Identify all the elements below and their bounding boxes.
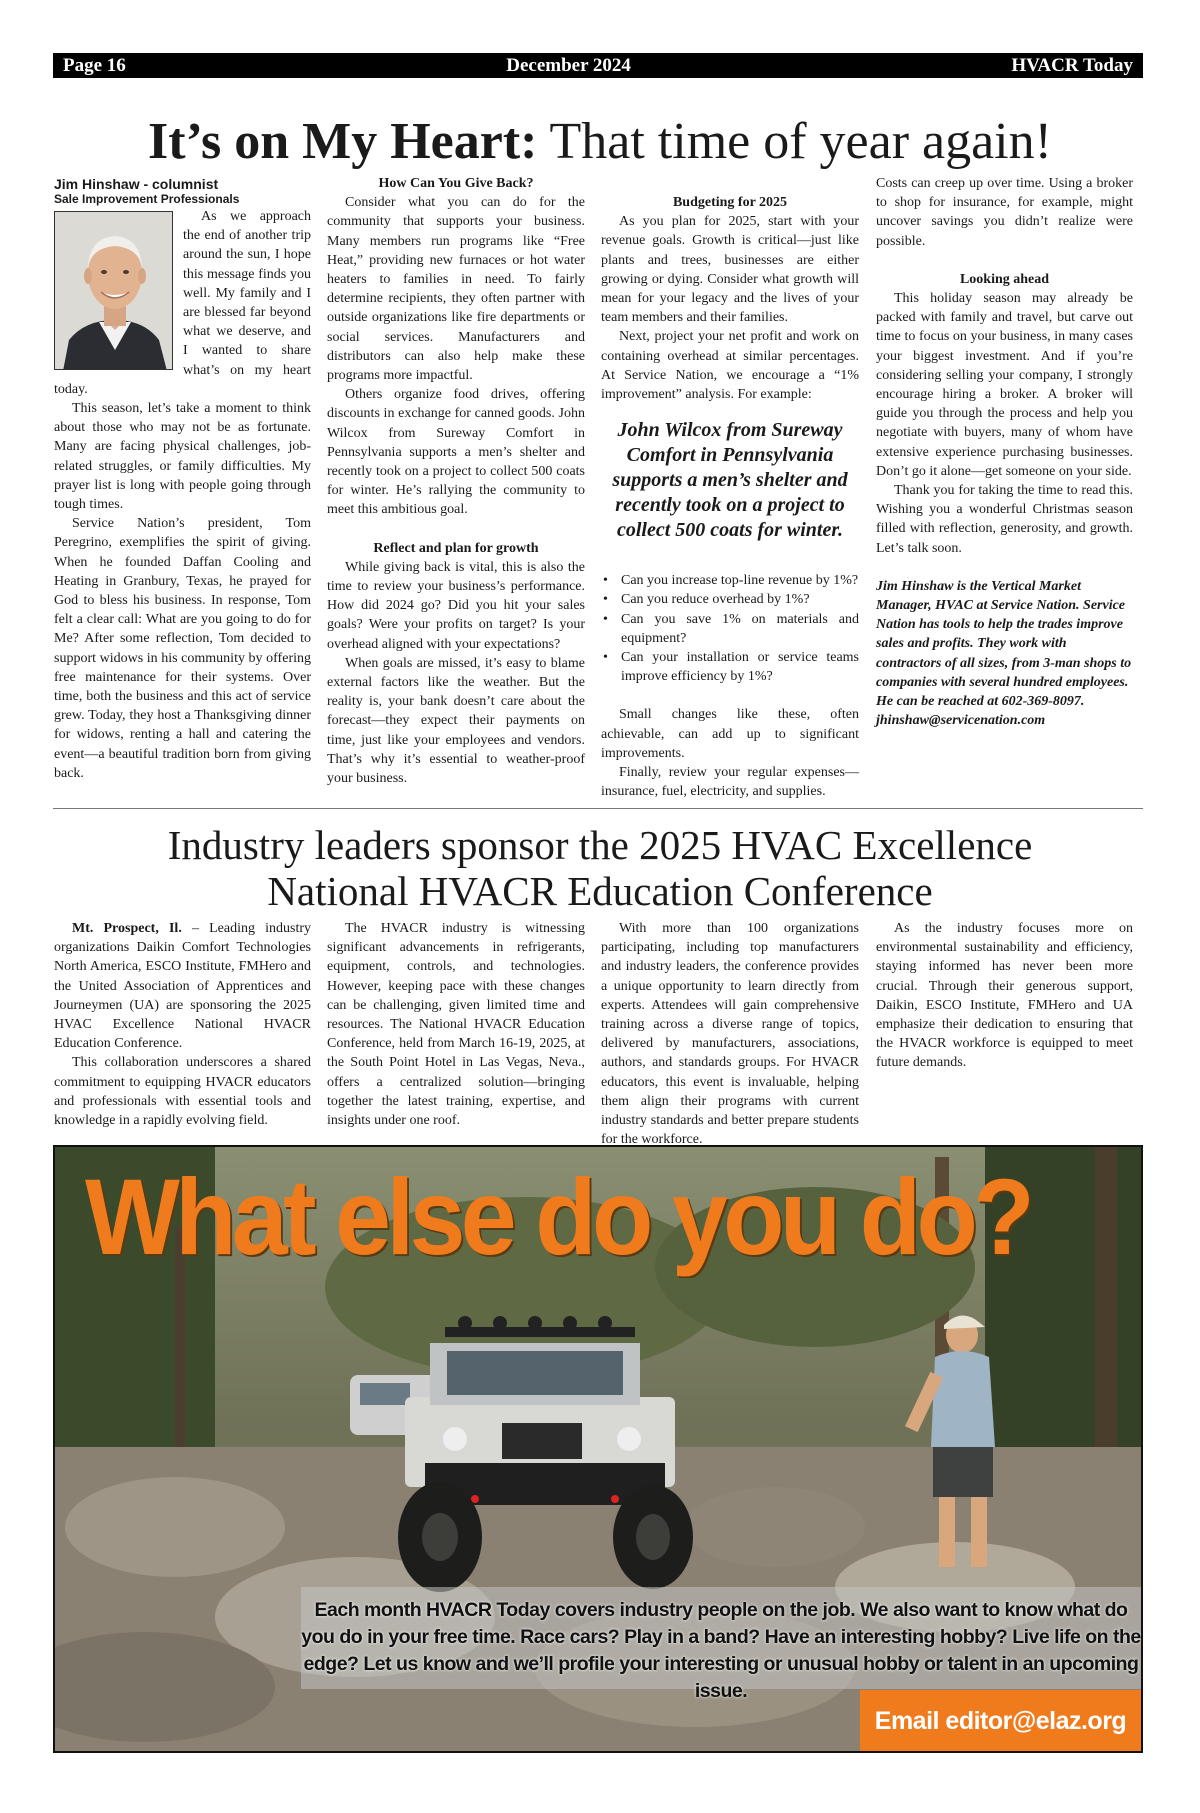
section-heading: Budgeting for 2025: [672, 195, 788, 210]
paragraph: This holiday season may already be packed with family and travel, but carve out time to focus on your business, in many cases your biggest investment. And if you’re considering selling your company, I strongly encourage hiring a broker. A broker will guide you through the process and help you negotiate with buyers, many of whom have extensive experience purchasing businesses. Don’t go it alone—get someone on your side.: [876, 291, 1133, 479]
paragraph: When goals are missed, it’s easy to blame external factors like the weather. But the reality is, your bank doesn’t care about the forecast—they expect their payments on time, just like your employees and vendors. That’s why it’s essential to weather-proof your business.: [327, 655, 585, 787]
paragraph: As you plan for 2025, start with your revenue goals. Growth is critical—just like plants and trees, businesses are either growing or dying. Consider what growth will mean for your legacy and the lives of your team members and their families.: [601, 214, 859, 326]
list-item: • Can you reduce overhead by 1%?: [601, 590, 859, 609]
article2-column-3: [601, 919, 859, 1149]
paragraph: Consider what you can do for the community that supports your business. Many members run programs like “Free Heat,” providing new furnaces or hot water heaters to families in need. To fairly determine recipients, they often partner with outside organizations like fire departments or social services. Manufacturers and distributors can also help make these programs more impactful.: [327, 195, 585, 384]
email-contact-link[interactable]: Email editor@elaz.org: [860, 1690, 1141, 1752]
article2-title: [0, 822, 1200, 914]
issue-date: December 2024: [506, 54, 631, 76]
author-photo: [54, 211, 173, 370]
page-number: Page 16: [63, 54, 126, 76]
article2-column-1: [54, 919, 311, 1130]
byline-name: Jim Hinshaw - columnist: [54, 176, 219, 192]
hobby-advertisement: [53, 1145, 1143, 1753]
paragraph: Others organize food drives, offering discounts in exchange for canned goods. John Wilcox from Sureway Comfort in Pennsylvania supports a men’s shelter and recently took on a project to collect 500 coats for winter. He’s rallying the community to meet this ambitious goal.: [327, 387, 585, 518]
paragraph: Thank you for taking the time to read this. Wishing you a wonderful Christmas season filled with reflection, generosity, and growth. Let’s talk soon.: [876, 483, 1133, 556]
dateline: Mt. Prospect, Il.: [72, 921, 182, 936]
author-bio: Jim Hinshaw is the Vertical Market Manager, HVAC at Service Nation. Service Nation has tools to help the trades improve sales and profits. They work with contractors of all sizes, from 3-man shops to companies with several hundred employees. He can be reached at 602-369-8097. jhinshaw@servicenation.com: [876, 578, 1132, 729]
publication-name: HVACR Today: [1011, 54, 1133, 76]
pull-quote: John Wilcox from Sureway Comfort in Pennsylvania supports a men’s shelter and recently took on a project to collect 500 coats for winter.: [612, 419, 848, 542]
article2-title-line2: National HVACR Education Conference: [267, 868, 933, 914]
ad-headline: What else do you do?: [85, 1156, 1030, 1277]
article-title-rest: That time of year again!: [537, 113, 1052, 170]
byline-org: Sale Improvement Professionals: [54, 192, 240, 206]
paragraph: While giving back is vital, this is also the time to review your business’s performance. How did 2024 go? Did you hit your sales goals? Were your profits on target? Is your overhead aligned with your expectations?: [327, 559, 585, 652]
section-heading: How Can You Give Back?: [378, 176, 534, 191]
article2-column-2: [327, 919, 585, 1130]
author-portrait-image: [55, 212, 173, 370]
section-heading: Looking ahead: [959, 271, 1050, 287]
section-heading: Reflect and plan for growth: [373, 540, 539, 556]
list-item: • Can you save 1% on materials and equipment?: [601, 610, 859, 648]
article1-column-2: [327, 174, 585, 788]
article1-column-3: [601, 193, 859, 801]
paragraph: Costs can creep up over time. Using a broker to shop for insurance, for example, might uncover savings you didn’t realize were possible.: [876, 176, 1133, 249]
paragraph: The HVACR industry is witnessing significant advancements in refrigerants, equipment, controls, and technologies. However, keeping pace with these changes can be challenging, given limited time and resources. The National HVACR Education Conference, held from March 16-19, 2025, at the South Point Hotel in Las Vegas, Neva., offers a centralized solution—bringing together the latest training, expertise, and insights under one roof.: [327, 921, 585, 1129]
section-divider: [53, 808, 1143, 809]
list-item: • Can you increase top-line revenue by 1%?: [601, 571, 859, 590]
paragraph: Small changes like these, often achievable, can add up to significant improvements.: [601, 707, 859, 761]
paragraph: Next, project your net profit and work on containing overhead at similar percentages. At Service Nation, we encourage a “1% improvement” analysis. For example:: [601, 329, 859, 403]
page-header-bar: [53, 53, 1143, 78]
article2-column-4: [876, 919, 1133, 1073]
article-title: [0, 112, 1200, 172]
paragraph: As the industry focuses more on environmental sustainability and efficiency, staying informed has never been more crucial. Through their generous support, Daikin, ESCO Institute, FMHero and UA emphasize their dedication to ensuring that the HVACR workforce is equipped to meet future demands.: [876, 921, 1133, 1071]
improvement-list: [601, 571, 859, 686]
list-item: • Can your installation or service teams improve efficiency by 1%?: [601, 648, 859, 686]
paragraph: Finally, review your regular expenses—insurance, fuel, electricity, and supplies.: [601, 765, 859, 800]
article1-column-1: [54, 176, 311, 783]
article2-title-line1: Industry leaders sponsor the 2025 HVAC Excellence: [167, 822, 1033, 868]
paragraph: – Leading industry organizations Daikin Comfort Technologies North America, ESCO Institute, FMHero and the United Association of Apprentices and Journeymen (UA) are sponsoring the 2025 HVAC Excellence National HVACR Education Conference.: [54, 921, 311, 1052]
article1-column-4: [876, 174, 1133, 730]
paragraph: With more than 100 organizations participating, including top manufacturers and industry leaders, the conference provides a unique opportunity to learn directly from experts. Attendees will gain comprehensive training across a diverse range of topics, delivered by manufacturers, associations, authors, and standards groups. For HVACR educators, this event is invaluable, helping them align their programs with current industry standards and better prepare students for the workforce.: [601, 921, 859, 1148]
paragraph: This season, let’s take a moment to think about those who may not be as fortunate. Many are facing physical challenges, job-related struggles, or family difficulties. My prayer list is long with people going through tough times.: [54, 401, 311, 513]
article-title-bold: It’s on My Heart:: [148, 113, 538, 170]
ad-body-text: Each month HVACR Today covers industry people on the job. We also want to know what do you do in your free time. Race cars? Play in a band? Have an interesting hobby? Live life on the edge? Let us know and we’ll profile your interesting or unusual hobby or talent in an upcoming issue.: [301, 1587, 1141, 1689]
paragraph: This collaboration underscores a shared commitment to equipping HVACR educators and professionals with essential tools and knowledge in a rapidly evolving field.: [54, 1055, 311, 1129]
paragraph: As we approach the end of another trip around the sun, I hope this message finds you well. My family and I are blessed far beyond what we deserve, and I wanted to share what’s on my heart today.: [54, 209, 311, 397]
paragraph: Service Nation’s president, Tom Peregrino, exemplifies the spirit of giving. When he founded Daffan Cooling and Heating in Granbury, Texas, he prayed for God to bless his business. In response, Tom felt a clear call: What are you going to do for Me? After some reflection, Tom decided to support widows in his community by offering free maintenance for their systems. Over time, both the business and this act of service grew. Today, they host a Thanksgiving dinner for widows, renting a hall and catering the event—a beautiful tradition born from giving back.: [54, 516, 311, 781]
